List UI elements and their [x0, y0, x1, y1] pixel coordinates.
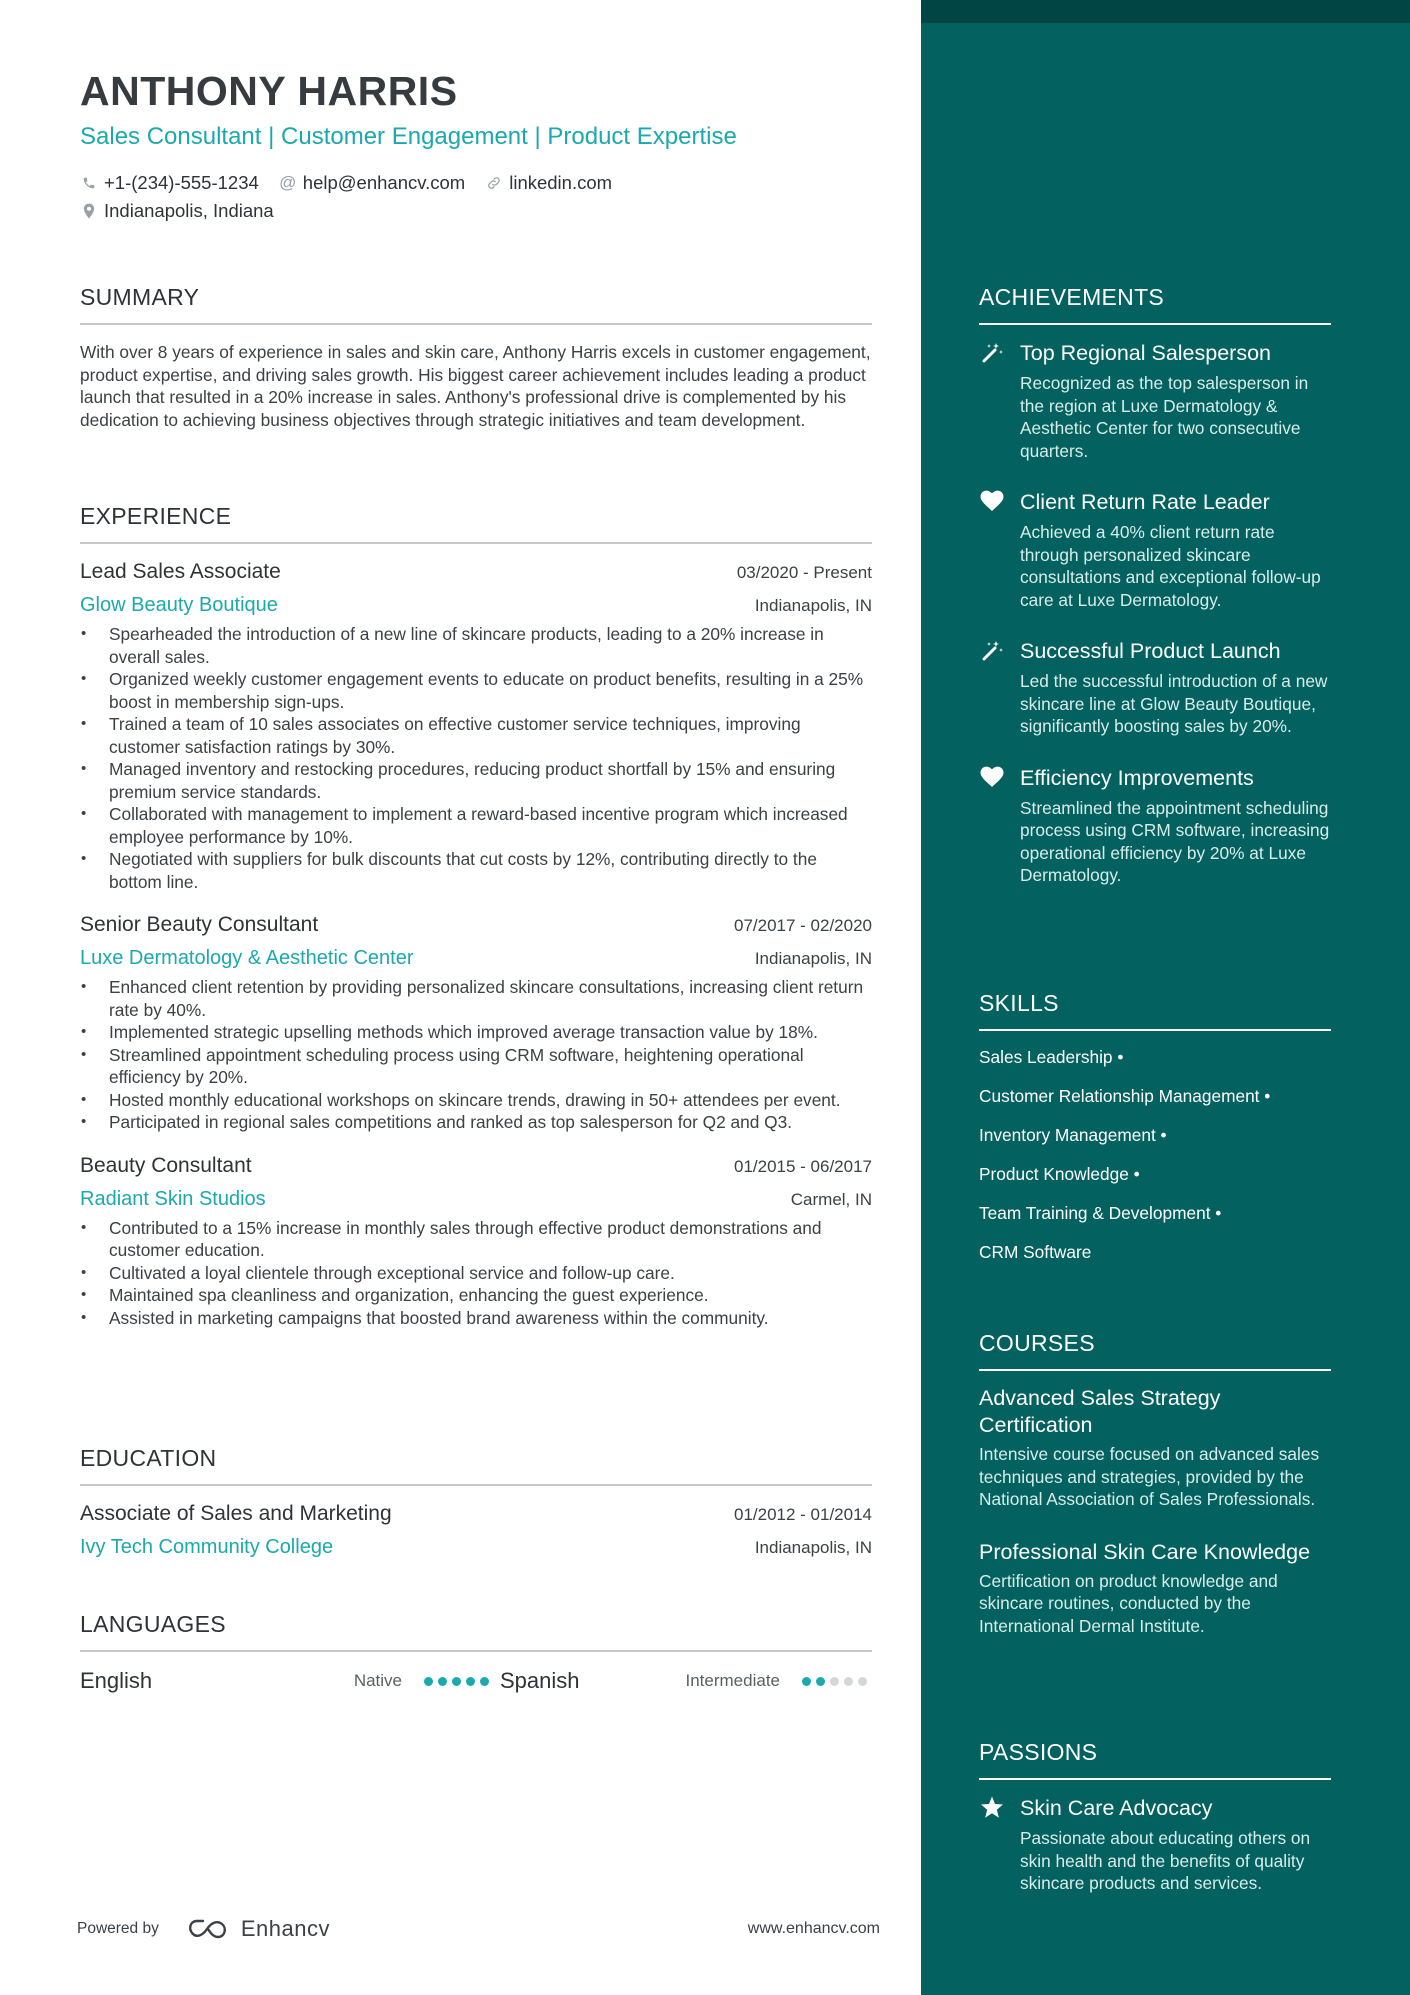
job-subheader [80, 947, 872, 970]
job-location: Carmel, IN [790, 1189, 872, 1209]
achievements-heading: ACHIEVEMENTS [979, 284, 1331, 325]
job-title: Lead Sales Associate [80, 560, 281, 583]
heart-icon [979, 488, 1005, 514]
job-bullet: • Enhanced client retention by providing personalized skincare consultations, increasing client return rate by 40%. [80, 976, 872, 1021]
proficiency-dot [466, 1677, 475, 1686]
sidebar [921, 0, 1410, 1995]
courses-section [979, 1330, 1331, 1637]
proficiency-dot [830, 1677, 839, 1686]
achievement-item [979, 488, 1331, 611]
phone-icon [80, 174, 98, 192]
school-name: Ivy Tech Community College [80, 1536, 334, 1558]
job-location: Indianapolis, IN [754, 949, 872, 968]
proficiency-dot [816, 1677, 825, 1686]
skills-section [979, 990, 1331, 1263]
job-bullet: • Trained a team of 10 sales associates on effective customer service techniques, improving customer satisfaction ratings by 30%. [80, 713, 872, 758]
achievement-body [1020, 339, 1331, 462]
magic-wand-icon [979, 637, 1005, 663]
email-contact[interactable] [279, 172, 465, 194]
language-name: Spanish [500, 1668, 580, 1693]
language-item [500, 1668, 872, 1694]
languages-heading: LANGUAGES [80, 1611, 872, 1652]
job-header [80, 1154, 872, 1178]
proficiency-dot [438, 1677, 447, 1686]
sidebar-top-band [921, 0, 1410, 23]
link-contact[interactable] [485, 172, 612, 194]
job-bullet: • Cultivated a loyal clientele through exceptional service and follow-up care. [80, 1262, 872, 1285]
achievement-body [1020, 488, 1331, 611]
job-subheader [80, 1188, 872, 1211]
course-title: Professional Skin Care Knowledge [979, 1539, 1311, 1564]
experience-heading: EXPERIENCE [80, 503, 872, 544]
job-bullet: • Implemented strategic upselling methods which improved average transaction value by 18%. [80, 1021, 872, 1044]
proficiency-dot [424, 1677, 433, 1686]
achievement-item [979, 339, 1331, 462]
achievement-description: Led the successful introduction of a new skincare line at Glow Beauty Boutique, significantly boosting sales by 20%. [1020, 671, 1328, 736]
job-subheader [80, 594, 872, 617]
achievement-title: Client Return Rate Leader [1020, 490, 1270, 514]
achievement-body [1020, 764, 1331, 887]
location-text: Indianapolis, Indiana [104, 200, 274, 221]
company-name: Radiant Skin Studios [80, 1187, 266, 1210]
candidate-name: ANTHONY HARRIS [80, 68, 458, 114]
education-heading: EDUCATION [80, 1445, 872, 1486]
powered-by-text: Powered by [77, 1920, 159, 1937]
language-proficiency-dots [802, 1677, 872, 1686]
achievement-title: Top Regional Salesperson [1020, 341, 1271, 365]
summary-heading: SUMMARY [80, 284, 872, 325]
link-text: linkedin.com [509, 172, 613, 193]
skill-item: CRM Software [979, 1242, 1092, 1262]
skills-heading: SKILLS [979, 990, 1331, 1031]
company-name: Glow Beauty Boutique [80, 594, 278, 616]
link-icon [485, 174, 503, 192]
job-bullet: • Collaborated with management to implement a reward-based incentive program which increased employee performance by 10%. [80, 803, 872, 848]
skill-list [979, 1046, 1331, 1263]
achievement-list [979, 339, 1331, 887]
job-bullet: • Spearheaded the introduction of a new line of skincare products, leading to a 20% increase in overall sales. [80, 623, 872, 668]
company-name: Luxe Dermatology & Aesthetic Center [80, 947, 414, 969]
passions-section [979, 1739, 1331, 1895]
passion-item [979, 1794, 1331, 1895]
achievement-item [979, 637, 1331, 738]
enhancv-wordmark: Enhancv [240, 1916, 330, 1941]
phone-text: +1-(234)-555-1234 [104, 172, 259, 193]
skill-item: Team Training & Development • [979, 1203, 1222, 1223]
education-location: Indianapolis, IN [754, 1538, 872, 1557]
proficiency-dot [802, 1677, 811, 1686]
course-list [979, 1385, 1331, 1637]
enhancv-site-link[interactable]: www.enhancv.com [747, 1920, 880, 1937]
proficiency-dot [844, 1677, 853, 1686]
job-date: 07/2017 - 02/2020 [733, 916, 872, 935]
summary-text: With over 8 years of experience in sales and skin care, Anthony Harris excels in customer engagement, product expertise, and driving sales growth. His biggest career achievement includes leading a product launch that resulted in a 20% increase in sales. Anthony's professional drive is complemented by his dedication to achieving business objectives through strategic initiatives and team development. [80, 342, 871, 430]
location-pin-icon [80, 202, 98, 220]
education-date: 01/2012 - 01/2014 [733, 1505, 872, 1524]
course-item [979, 1385, 1331, 1511]
enhancv-logo[interactable] [185, 1916, 330, 1942]
job-date: 01/2015 - 06/2017 [733, 1156, 872, 1176]
language-list [80, 1666, 872, 1696]
job-bullet: • Assisted in marketing campaigns that boosted brand awareness within the community. [80, 1307, 872, 1330]
passion-list [979, 1794, 1331, 1895]
achievement-description: Streamlined the appointment scheduling process using CRM software, increasing operational efficiency by 20% at Luxe Dermatology. [1020, 797, 1330, 885]
enhancv-logo-icon [185, 1917, 231, 1941]
job-bullet: • Maintained spa cleanliness and organization, enhancing the guest experience. [80, 1284, 872, 1307]
course-description: Certification on product knowledge and skincare routines, conducted by the International Dermal Institute. [979, 1570, 1278, 1636]
passion-title: Skin Care Advocacy [1020, 1796, 1213, 1820]
skill-item: Customer Relationship Management • [979, 1086, 1271, 1106]
job-entry [80, 1154, 872, 1330]
job-bullets [80, 623, 872, 893]
job-bullet: • Contributed to a 15% increase in monthly sales through effective product demonstrations and customer education. [80, 1217, 872, 1262]
achievement-item [979, 764, 1331, 887]
job-header [80, 560, 872, 584]
languages-section [80, 1611, 872, 1696]
skill-item: Sales Leadership • [979, 1047, 1124, 1067]
job-title: Senior Beauty Consultant [80, 913, 319, 936]
job-bullet: • Participated in regional sales competitions and ranked as top salesperson for Q2 and Q3. [80, 1111, 872, 1134]
proficiency-dot [858, 1677, 867, 1686]
job-header [80, 913, 872, 937]
proficiency-dot [480, 1677, 489, 1686]
location-contact [80, 200, 274, 222]
skill-item: Product Knowledge • [979, 1164, 1140, 1184]
proficiency-dot [452, 1677, 461, 1686]
skill-item: Inventory Management • [979, 1125, 1167, 1145]
job-bullets [80, 1217, 872, 1330]
job-bullet: • Hosted monthly educational workshops on skincare trends, drawing in 50+ attendees per event. [80, 1089, 872, 1112]
job-bullet: • Streamlined appointment scheduling process using CRM software, heightening operational efficiency by 20%. [80, 1044, 872, 1089]
education-section [80, 1445, 872, 1559]
job-bullet: • Managed inventory and restocking procedures, reducing product shortfall by 15% and ensuring premium service standards. [80, 758, 872, 803]
job-bullet: • Negotiated with suppliers for bulk discounts that cut costs by 12%, contributing directly to the bottom line. [80, 848, 872, 893]
summary-section [80, 284, 872, 431]
language-item [80, 1668, 500, 1694]
job-entry [80, 913, 872, 1134]
heart-icon [979, 764, 1005, 790]
magic-wand-icon [979, 339, 1005, 365]
job-date: 03/2020 - Present [736, 563, 872, 582]
contact-info [80, 169, 632, 225]
job-list [80, 560, 872, 1329]
achievement-description: Recognized as the top salesperson in the region at Luxe Dermatology & Aesthetic Center for two consecutive quarters. [1020, 373, 1309, 461]
achievement-title: Successful Product Launch [1020, 639, 1281, 663]
email-text: help@enhancv.com [302, 172, 466, 193]
star-icon [979, 1794, 1005, 1820]
degree-title: Associate of Sales and Marketing [80, 1502, 392, 1525]
course-item [979, 1539, 1331, 1638]
achievement-body [1020, 637, 1331, 738]
at-sign-icon: @ [279, 173, 297, 192]
job-bullets [80, 976, 872, 1134]
education-entry [80, 1502, 872, 1559]
phone-contact[interactable] [80, 172, 259, 194]
achievement-description: Achieved a 40% client return rate through personalized skincare consultations and exceptional follow-up care at Luxe Dermatology. [1020, 522, 1321, 610]
achievements-section [979, 284, 1331, 887]
footer [77, 1914, 880, 1944]
passion-body [1020, 1794, 1331, 1895]
job-title: Beauty Consultant [80, 1153, 252, 1177]
achievement-title: Efficiency Improvements [1020, 765, 1254, 790]
language-level: Native [353, 1671, 402, 1690]
course-title: Advanced Sales Strategy Certification [979, 1386, 1221, 1437]
experience-section [80, 503, 872, 1329]
job-location: Indianapolis, IN [754, 596, 872, 615]
job-bullet: • Organized weekly customer engagement events to educate on product benefits, resulting in a 25% boost in membership sign-ups. [80, 668, 872, 713]
language-proficiency-dots [424, 1677, 494, 1686]
language-name: English [80, 1668, 153, 1693]
language-level: Intermediate [685, 1671, 780, 1690]
courses-heading: COURSES [979, 1330, 1331, 1371]
job-entry [80, 560, 872, 893]
passion-description: Passionate about educating others on skin health and the benefits of quality skincare products and services. [1020, 1828, 1311, 1893]
course-description: Intensive course focused on advanced sales techniques and strategies, provided by the National Association of Sales Professionals. [979, 1444, 1320, 1509]
candidate-tagline: Sales Consultant | Customer Engagement | Product Expertise [80, 123, 737, 150]
passions-heading: PASSIONS [979, 1739, 1331, 1780]
